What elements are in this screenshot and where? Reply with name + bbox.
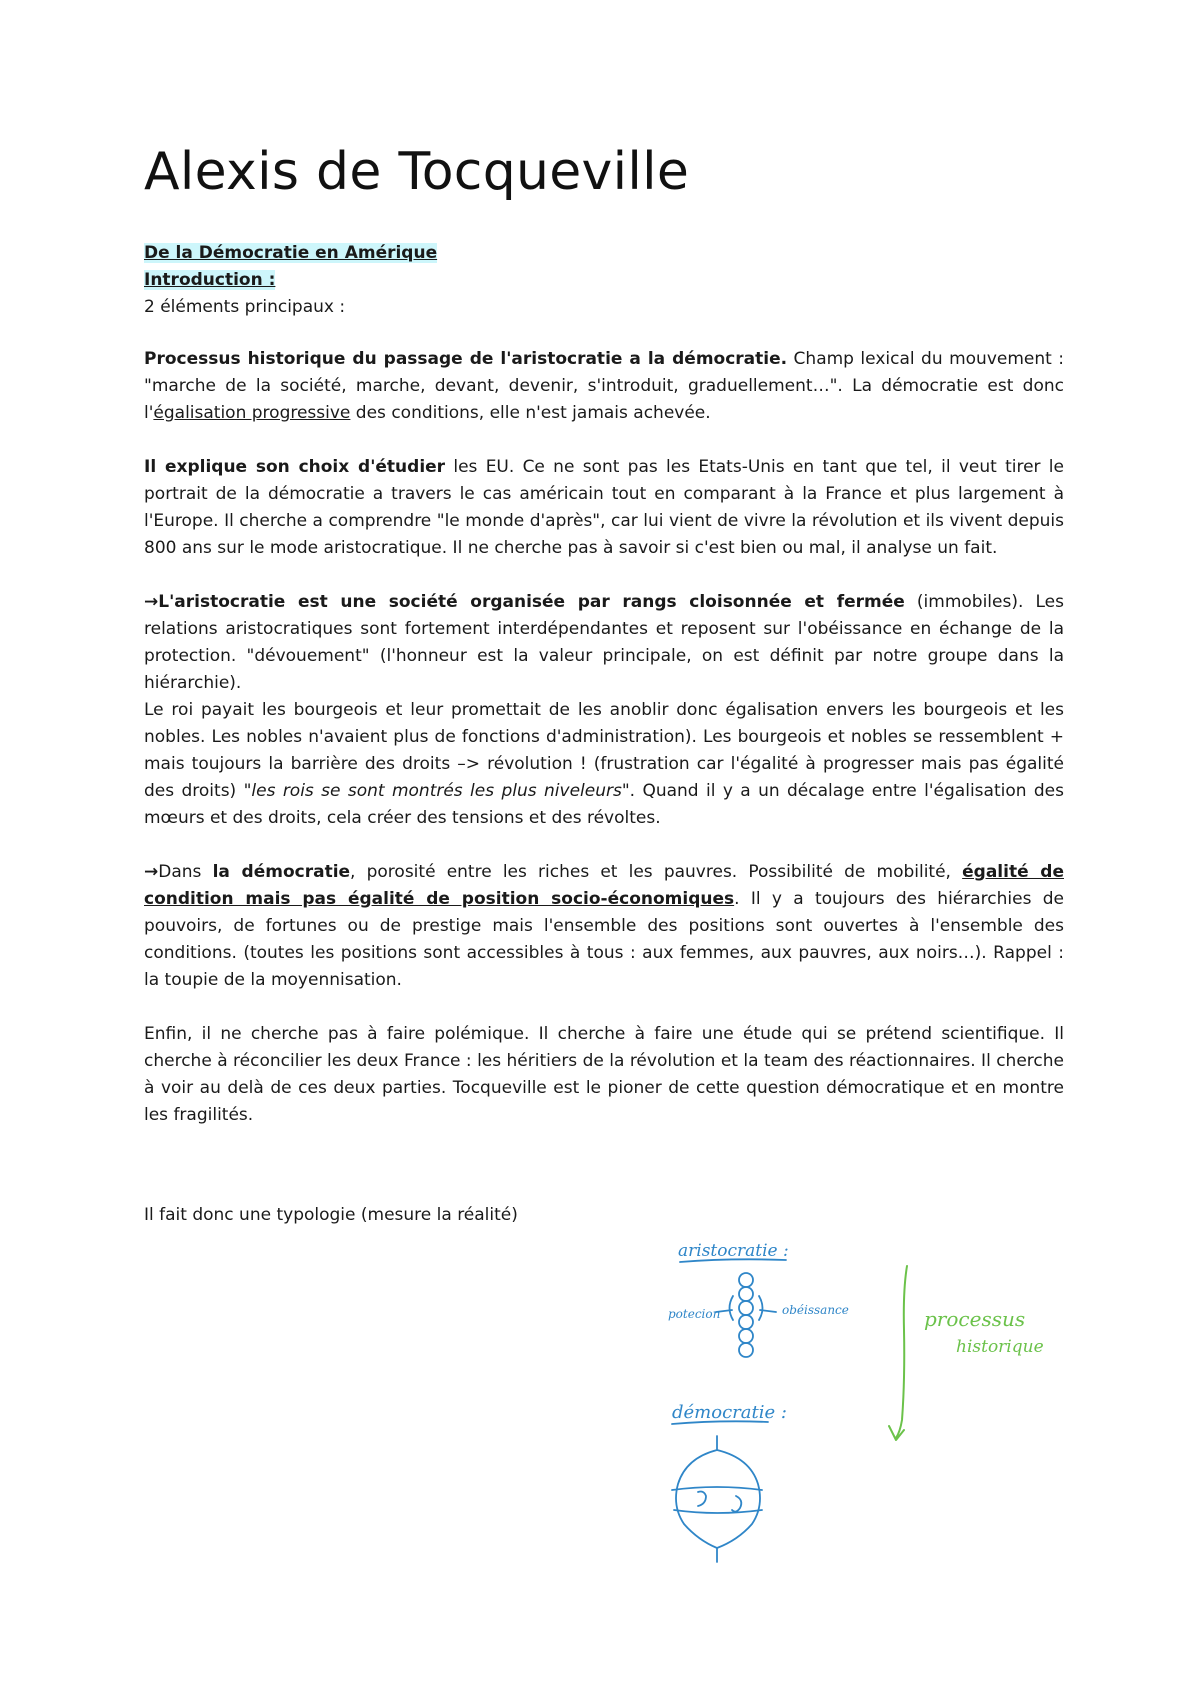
paragraph-democratie xyxy=(144,859,1064,994)
paragraph-choix xyxy=(144,454,1064,562)
section-header xyxy=(144,240,1064,321)
paragraph-bold: la démocratie xyxy=(212,862,351,882)
italic-quote: les rois se sont montrés les plus niveleurs xyxy=(251,781,622,801)
paragraph-text: les EU. Ce ne sont pas les Etats-Unis en tant que tel, il veut tirer le portrait de la démocratie a travers le cas américain tout en comparant à la France et plus largement à l'Europe. Il cherche a comprendre "le monde d'après", car lui vient de vivre la révolution et ils vivent depuis 800 ans sur le mode aristocratique. Il ne cherche pas à savoir si c'est bien ou mal, il analyse un fait. xyxy=(144,457,1064,558)
sketch-label-protection: potecion xyxy=(668,1307,721,1321)
paragraph-bold: Processus historique du passage de l'aristocratie a la démocratie. xyxy=(144,349,788,369)
aristocratie-stack-icon xyxy=(716,1273,776,1357)
sketch-label-democratie: démocratie : xyxy=(672,1402,787,1423)
document-body xyxy=(144,346,1064,1129)
paragraph-text: Enfin, il ne cherche pas à faire polémique. Il cherche à faire une étude qui se prétend scientifique. Il cherche à réconcilier les deux France : les héritiers de la révolution et la team des réactionnaires. Il cherche à voir au delà de ces deux parties. Tocqueville est le pioner de cette question démocratique et en montre les fragilités. xyxy=(144,1024,1064,1125)
sketch-label-processus: processus xyxy=(924,1307,1026,1331)
book-title: De la Démocratie en Amérique xyxy=(144,243,438,263)
paragraph-text: ". Quand il y a un décalage entre l'égalisation des mœurs et des droits, cela créer des tensions et des révoltes. xyxy=(144,781,1064,828)
paragraph-processus xyxy=(144,346,1064,427)
paragraph-bold: Il explique son choix d'étudier xyxy=(144,457,446,477)
green-arrowhead-icon xyxy=(889,1426,904,1440)
bold-underlined-phrase: égalité de condition mais pas égalité de position socio-économiques xyxy=(144,862,1064,909)
paragraph-text: , porosité entre les riches et les pauvres. Possibilité de mobilité, xyxy=(350,862,963,882)
paragraph-enfin xyxy=(144,1021,1064,1129)
sketch-underline xyxy=(680,1259,786,1262)
sketch-label-historique: historique xyxy=(956,1337,1044,1357)
arrow-glyph: → xyxy=(144,862,159,882)
paragraph-text: Dans xyxy=(158,862,213,882)
paragraph-text: . Il y a toujours des hiérarchies de pouvoirs, de fortunes ou de prestige mais l'ensemble des positions sont ouvertes à l'ensemble des conditions. (toutes les positions sont accessibles à tous : aux femmes, aux pauvres, aux noirs…). Rappel : la toupie de la moyennisation. xyxy=(144,889,1065,990)
section-title: Introduction : xyxy=(144,270,276,290)
page-title: Alexis de Tocqueville xyxy=(144,142,690,202)
paragraph-text: des conditions, elle n'est jamais achevée. xyxy=(350,403,711,423)
sketch-label-aristocratie: aristocratie : xyxy=(678,1241,789,1261)
paragraph-aristocratie xyxy=(144,589,1064,697)
underlined-phrase: égalisation progressive xyxy=(153,403,351,423)
sketch-underline xyxy=(672,1421,768,1424)
section-subtitle: 2 éléments principaux : xyxy=(144,297,346,317)
paragraph-text: (immobiles). Les relations aristocratiques sont fortement interdépendantes et reposent sur l'obéissance en échange de la protection. "dévouement" (l'honneur est la valeur principale, on est définit par notre groupe dans la hiérarchie). xyxy=(144,592,1064,693)
sketch-label-obeissance: obéissance xyxy=(782,1303,849,1317)
paragraph-roi xyxy=(144,697,1064,832)
paragraph-text: Champ lexical du mouvement : "marche de la société, marche, devant, devenir, s'introduit, graduellement…". La démocratie est donc l' xyxy=(144,349,1064,423)
paragraph-text: Le roi payait les bourgeois et leur promettait de les anoblir donc égalisation envers les bourgeois et les nobles. Les nobles n'avaient plus de fonctions d'administration). Les bourgeois et nobles se ressemblent + mais toujours la barrière des droits –> révolution ! (frustration car l'égalité à progresser mais pas égalité des droits) " xyxy=(144,700,1064,801)
toupie-icon xyxy=(672,1436,762,1562)
arrow-glyph: → xyxy=(144,592,159,612)
paragraph-typologie: Il fait donc une typologie (mesure la réalité) xyxy=(144,1205,518,1225)
paragraph-bold: L'aristocratie est une société organisée par rangs cloisonnée et fermée xyxy=(158,592,905,612)
green-arrow-line xyxy=(896,1266,907,1438)
